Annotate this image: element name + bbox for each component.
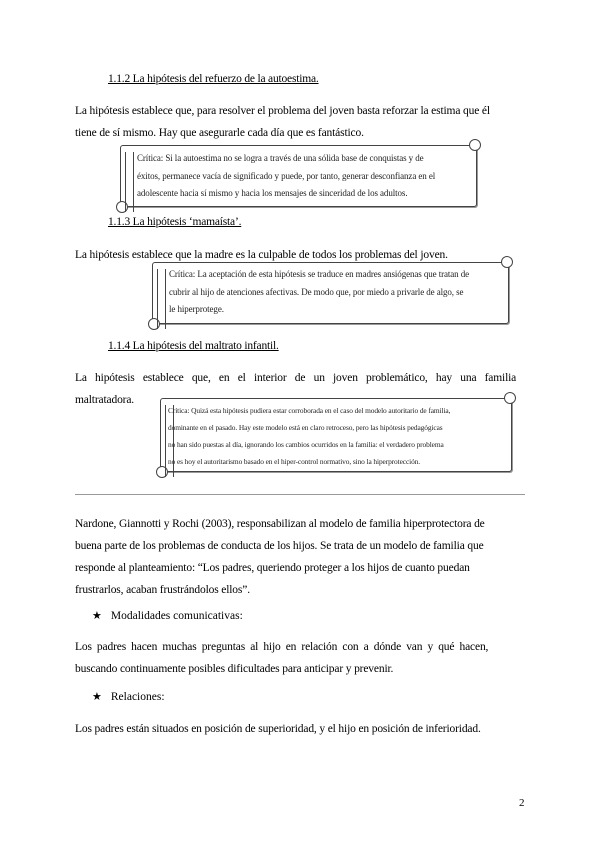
paragraph-1-1-2 (75, 100, 525, 144)
scroll-curl-icon (501, 256, 513, 268)
scroll-rail (157, 269, 166, 329)
paragraph-line: Nardone, Giannotti y Rochi (2003), responsabilizan al modelo de familia hiperprotectora de (75, 518, 485, 530)
scroll-curl-icon (469, 139, 481, 151)
star-icon: ★ (92, 609, 102, 622)
critique-text-1-1-4 (168, 402, 508, 470)
critique-line: adolescente hacia sí mismo y hacia los mensajes de sinceridad de los adultos. (137, 188, 408, 198)
paragraph-line: buena parte de los problemas de conducta de los hijos. Se trata de un modelo de familia que (75, 540, 484, 552)
critique-line: no es hoy el autoritarismo basado en el hiper-control normativo, sino la hiperprotección. (168, 457, 421, 466)
critique-line: éxitos, permanece vacía de significado y puede, por tanto, generar desconfianza en el (137, 170, 436, 181)
section-heading-1-1-2: 1.1.2 La hipótesis del refuerzo de la autoestima. (108, 73, 319, 85)
paragraph-relaciones (75, 718, 525, 740)
page-number: 2 (519, 797, 525, 809)
critique-line: no han sido puestas al día, ignorando los cambios ocurridos en la familia: el verdadero problema (168, 440, 444, 449)
paragraph-line: buscando continuamente posibles dificultades para anticipar y prevenir. (75, 663, 394, 675)
paragraph-modalidades (75, 636, 525, 680)
section-heading-1-1-3: 1.1.3 La hipótesis ‘mamaísta’. (108, 216, 242, 228)
critique-text-1-1-2 (137, 150, 467, 203)
critique-line: dominante en el pasado. Hay este modelo está en claro retroceso, pero las hipótesis pedagógicas (168, 423, 443, 432)
critique-line: Crítica: La aceptación de esta hipótesis se traduce en madres ansiógenas que tratan de (169, 269, 470, 279)
critique-line: Crítica: Si la autoestima no se logra a través de una sólida base de conquistas y de (137, 153, 424, 163)
paragraph-line: frustrarlos, acaban frustrándolos ellos”. (75, 584, 250, 596)
paragraph-line: maltratadora. (75, 394, 135, 406)
section-heading-1-1-4: 1.1.4 La hipótesis del maltrato infantil. (108, 340, 279, 352)
critique-line: le hiperprotege. (169, 304, 224, 314)
scroll-rail (125, 152, 134, 212)
critique-line: cubrir al hijo de atenciones afectivas. De modo que, por miedo a privarle de algo, se (169, 286, 464, 297)
bullet-relaciones (92, 690, 165, 703)
paragraph-line: responde al planteamiento: “Los padres, queriendo proteger a los hijos de cuanto puedan (75, 562, 470, 574)
critique-scroll-1-1-3 (152, 262, 509, 324)
critique-scroll-1-1-2 (120, 145, 477, 207)
bullet-label: Relaciones: (110, 691, 165, 703)
critique-text-1-1-3 (169, 266, 499, 319)
paragraph-line: Los padres hacen muchas preguntas al hijo en relación con a dónde van y qué hacen, (75, 641, 489, 653)
bullet-modalidades (92, 609, 243, 622)
paragraph-nardone (75, 513, 525, 601)
star-icon: ★ (92, 690, 102, 703)
bullet-label: Modalidades comunicativas: (110, 610, 243, 622)
paragraph-line: Los padres están situados en posición de superioridad, y el hijo en posición de inferioridad. (75, 723, 481, 735)
paragraph-line: tiene de sí mismo. Hay que asegurarle cada día que es fantástico. (75, 127, 364, 139)
horizontal-divider (75, 494, 525, 495)
critique-line: Crítica: Quizá esta hipótesis pudiera estar corroborada en el caso del modelo autoritario de familia, (168, 406, 451, 415)
paragraph-line: La hipótesis establece que, para resolver el problema del joven basta reforzar la estima que él (75, 105, 490, 117)
critique-scroll-1-1-4 (160, 398, 512, 472)
paragraph-line: La hipótesis establece que la madre es la culpable de todos los problemas del joven. (75, 249, 448, 261)
paragraph-line: La hipótesis establece que, en el interior de un joven problemático, hay una familia (75, 372, 517, 384)
